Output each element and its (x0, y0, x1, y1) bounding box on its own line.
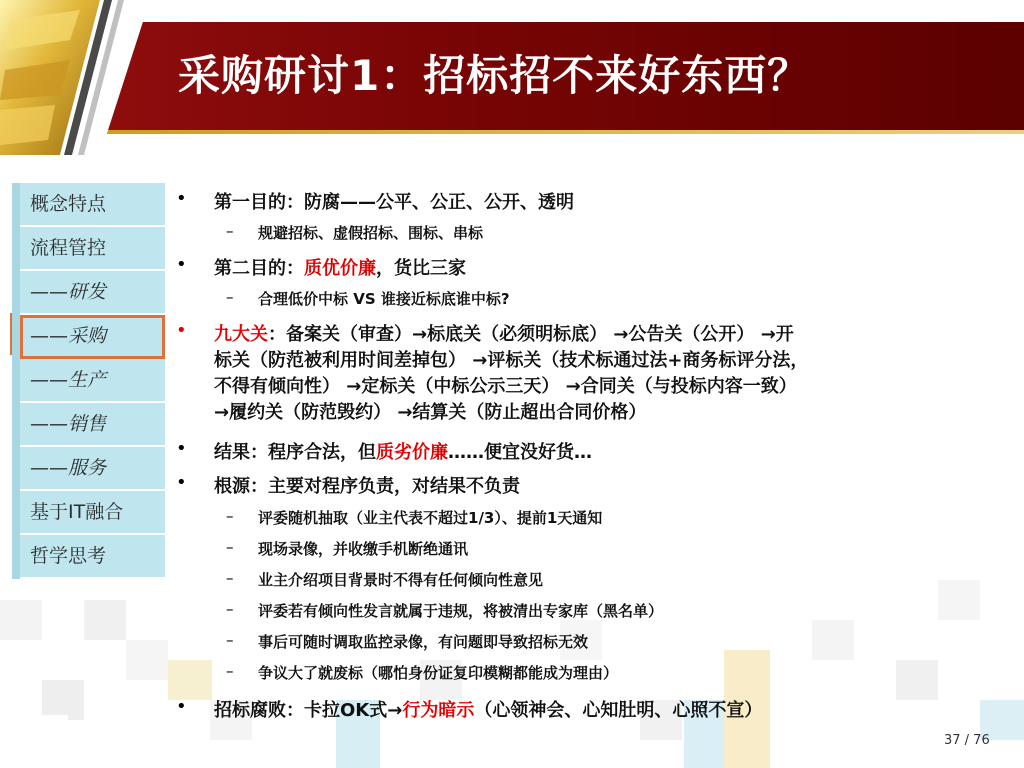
bullet-marker: • (176, 320, 187, 341)
bullet-marker: • (176, 472, 187, 493)
dash-marker: – (226, 600, 234, 618)
highlight-text: 质优价廉 (304, 258, 376, 279)
nav-item-process[interactable]: 流程管控 (20, 227, 165, 271)
sub-bullet-recording: 现场录像，并收缴手机断绝通讯 (258, 540, 469, 558)
nav-item-it[interactable]: 基于IT融合 (20, 491, 165, 535)
bullet-nine-gates-line1 (214, 320, 794, 346)
bullet-second-purpose (214, 254, 466, 280)
bullet-marker: • (176, 254, 187, 275)
nav-item-procurement[interactable]: ——采购 (20, 315, 165, 359)
dash-marker: – (226, 631, 234, 649)
bullet-marker: • (176, 696, 187, 717)
dash-marker: – (226, 662, 234, 680)
dash-marker: – (226, 288, 234, 306)
text-segment: ，货比三家 (376, 258, 466, 279)
bullet-nine-gates-line4: →履约关（防范毁约） →结算关（防止超出合同价格） (214, 402, 647, 423)
bullet-first-purpose: 第一目的：防腐——公平、公正、公开、透明 (214, 192, 574, 213)
dash-marker: – (226, 507, 234, 525)
sub-bullet-lowest-price: 合理低价中标 VS 谁接近标底谁中标? (258, 290, 510, 308)
highlight-text: 九大关 (214, 324, 268, 345)
text-segment: ……便宜没好货… (448, 442, 592, 463)
text-segment: （心领神会、心知肚明、心照不宣） (474, 700, 763, 721)
bullet-corruption (214, 696, 762, 722)
title-banner-accent (100, 130, 1024, 134)
highlight-text: 行为暗示 (402, 700, 475, 721)
sub-bullet-avoid: 规避招标、虚假招标、围标、串标 (258, 224, 484, 242)
corner-box (20, 715, 68, 753)
side-nav (12, 183, 165, 579)
sub-bullet-monitoring: 事后可随时调取监控录像，有问题即导致招标无效 (258, 633, 589, 651)
text-segment: 结果：程序合法，但 (214, 442, 376, 463)
sub-bullet-abandon-bid: 争议大了就废标（哪怕身份证复印模糊都能成为理由） (258, 664, 619, 682)
nav-item-rnd[interactable]: ——研发 (20, 271, 165, 315)
sub-bullet-biased-judges: 评委若有倾向性发言就属于违规，将被清出专家库（黑名单） (258, 602, 664, 620)
text-segment: 招标腐败：卡拉OK式→ (214, 700, 403, 721)
nav-item-philosophy[interactable]: 哲学思考 (20, 535, 165, 579)
bullet-result (214, 438, 592, 464)
dash-marker: – (226, 222, 234, 240)
bullet-nine-gates-line3: 不得有倾向性） →定标关（中标公示三天） →合同关（与投标内容一致） (214, 376, 797, 397)
page-number: 37 / 76 (944, 733, 990, 748)
nav-item-concept[interactable]: 概念特点 (20, 183, 165, 227)
sub-bullet-random-judges: 评委随机抽取（业主代表不超过1/3）、提前1天通知 (258, 509, 603, 527)
nav-item-sales[interactable]: ——销售 (20, 403, 165, 447)
dash-marker: – (226, 569, 234, 587)
nav-item-service[interactable]: ——服务 (20, 447, 165, 491)
gold-logo-image (0, 0, 150, 155)
bullet-marker: • (176, 438, 187, 459)
dash-marker: – (226, 538, 234, 556)
text-segment: 第二目的： (214, 258, 304, 279)
highlight-text: 质劣价廉 (376, 442, 448, 463)
bullet-root-cause: 根源：主要对程序负责，对结果不负责 (214, 476, 520, 497)
nav-item-production[interactable]: ——生产 (20, 359, 165, 403)
sub-bullet-owner-intro: 业主介绍项目背景时不得有任何倾向性意见 (258, 571, 544, 589)
bullet-marker: • (176, 188, 187, 209)
slide-title: 采购研讨1：招标招不来好东西？ (178, 51, 811, 100)
text-segment: ：备案关（审查）→标底关（必须明标底） →公告关（公开） →开 (268, 324, 794, 345)
bullet-nine-gates-line2: 标关（防范被利用时间差掉包） →评标关（技术标通过法+商务标评分法， (214, 350, 809, 371)
